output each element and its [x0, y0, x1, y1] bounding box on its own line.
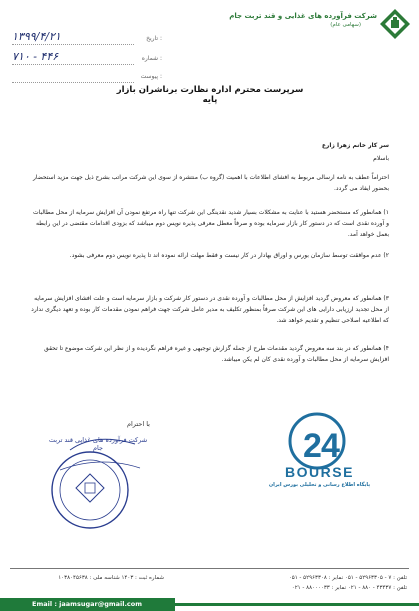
bourse-caption: پایگاه اطلاع رسانی و تحلیلی بورس ایران	[268, 482, 371, 488]
registration-info: شماره ثبت : ۱۴۰۳ شناسه ملی : ۱۰۳۸۰۴۵۶۳۸	[58, 575, 164, 581]
attachment-label: : پیوست	[140, 73, 162, 80]
attachment-field	[12, 70, 162, 84]
date-label: : تاریخ	[146, 35, 162, 42]
paragraph-4: ۴) همانطور که در بند سه معروض گردید مقدمات طرح از جمله گزارش توجیهی و غیره فراهم نگردیده و از نظر این شرکت موضوع تا تحقق افزایش سرمایه از محل مطالبات و آورده نقدی کان لم یکن میباشد.	[44, 345, 389, 363]
company-type: (سهامی عام)	[330, 22, 361, 28]
footer-divider	[10, 568, 409, 569]
number-label: : شماره	[141, 55, 162, 62]
paragraph-2: ۲) عدم موافقت توسط سازمان بورس و اوراق بهادار در کار نیست و فقط مهلت ارائه نموده اند تا پذیره نویس دوم معرفی بشود.	[69, 252, 389, 259]
bourse-wordmark: BOURSE	[285, 464, 354, 480]
company-logo	[379, 8, 411, 40]
svg-text:4: 4	[321, 427, 340, 465]
number-value: ۷۱۰ - ۴۴۶	[12, 50, 59, 63]
paragraph-3: ۳) همانطور که معروض گردید افزایش از محل مطالبات و آورده نقدی در دستور کار شرکت و بازار سرمایه است و علت افشای افزایش سرمایه از محل تجدید ارزیابی دارایی های این شرکت صرفاً بمنظور تکلیف به مدیر عامل شرکت جهت فراهم نمودن مقدمات کار بوده و تعهد دیگری ندارد که اطلاعیه اصلاحی تنظیم و تقدیم خواهد شد.	[31, 295, 389, 324]
phones-tehran: تلفن : ۴۳۴۳۷ - ۸۸۰ - ۰۲۱ نمابر : ۸۸۰۰۰۰۳۳ - ۰۲۱	[291, 585, 407, 591]
phones-mashhad: تلفن : ۷ - ۵۲۹۶۳۳۰۵ - ۰۵۱ نمابر : ۵۲۹۶۳۳۰۸ - ۰۵۱	[288, 575, 407, 581]
closing-regards: با احترام	[126, 420, 150, 428]
intro-paragraph: احتراماً عطف به نامه ارسالی مربوط به افشای اطلاعات با اهمیت (گروه ب) منتشره از سوی این شرکت مراتب بشرح ذیل جهت مزید استحضار بحضور ایفاد می گردد.	[33, 174, 389, 192]
company-name: شرکت فرآورده های غذایی و قند تربت جام	[229, 12, 377, 20]
number-underline	[12, 64, 134, 65]
date-field	[12, 32, 162, 46]
greeting: باسلام	[373, 155, 389, 162]
letter-title: سرپرست محترم اداره نظارت برناشران بازار پایه	[116, 85, 304, 105]
footer-bar	[175, 603, 419, 606]
stamp-text: شرکت فرآورده های غذایی قند تربت جام	[48, 436, 148, 452]
addressee: سر کار خانم زهرا زارع	[321, 142, 389, 149]
svg-text:2: 2	[303, 427, 322, 465]
paragraph-1: ۱) همانطور که مستحضر هستید با عنایت به مشکلات بسیار شدید نقدینگی این شرکت تنها راه مرتفع نمودن آن افزایش سرمایه از محل مطالبات و آورده نقدی است که در دستور کار بازار سرمایه بوده و صرفاً معطل معرفی پذیره نویس دوم میباشد که بزودی اقدامات مقتضی در این رابطه بعمل خواهد آمد.	[32, 209, 389, 238]
date-underline	[12, 44, 134, 45]
number-field	[12, 52, 162, 66]
attachment-underline	[12, 82, 134, 83]
bourse-logo	[255, 405, 385, 515]
footer-email: Email : jaamsugar@gmail.com	[0, 598, 175, 611]
date-value: ۱۳۹۹/۴/۲۱	[12, 30, 61, 43]
